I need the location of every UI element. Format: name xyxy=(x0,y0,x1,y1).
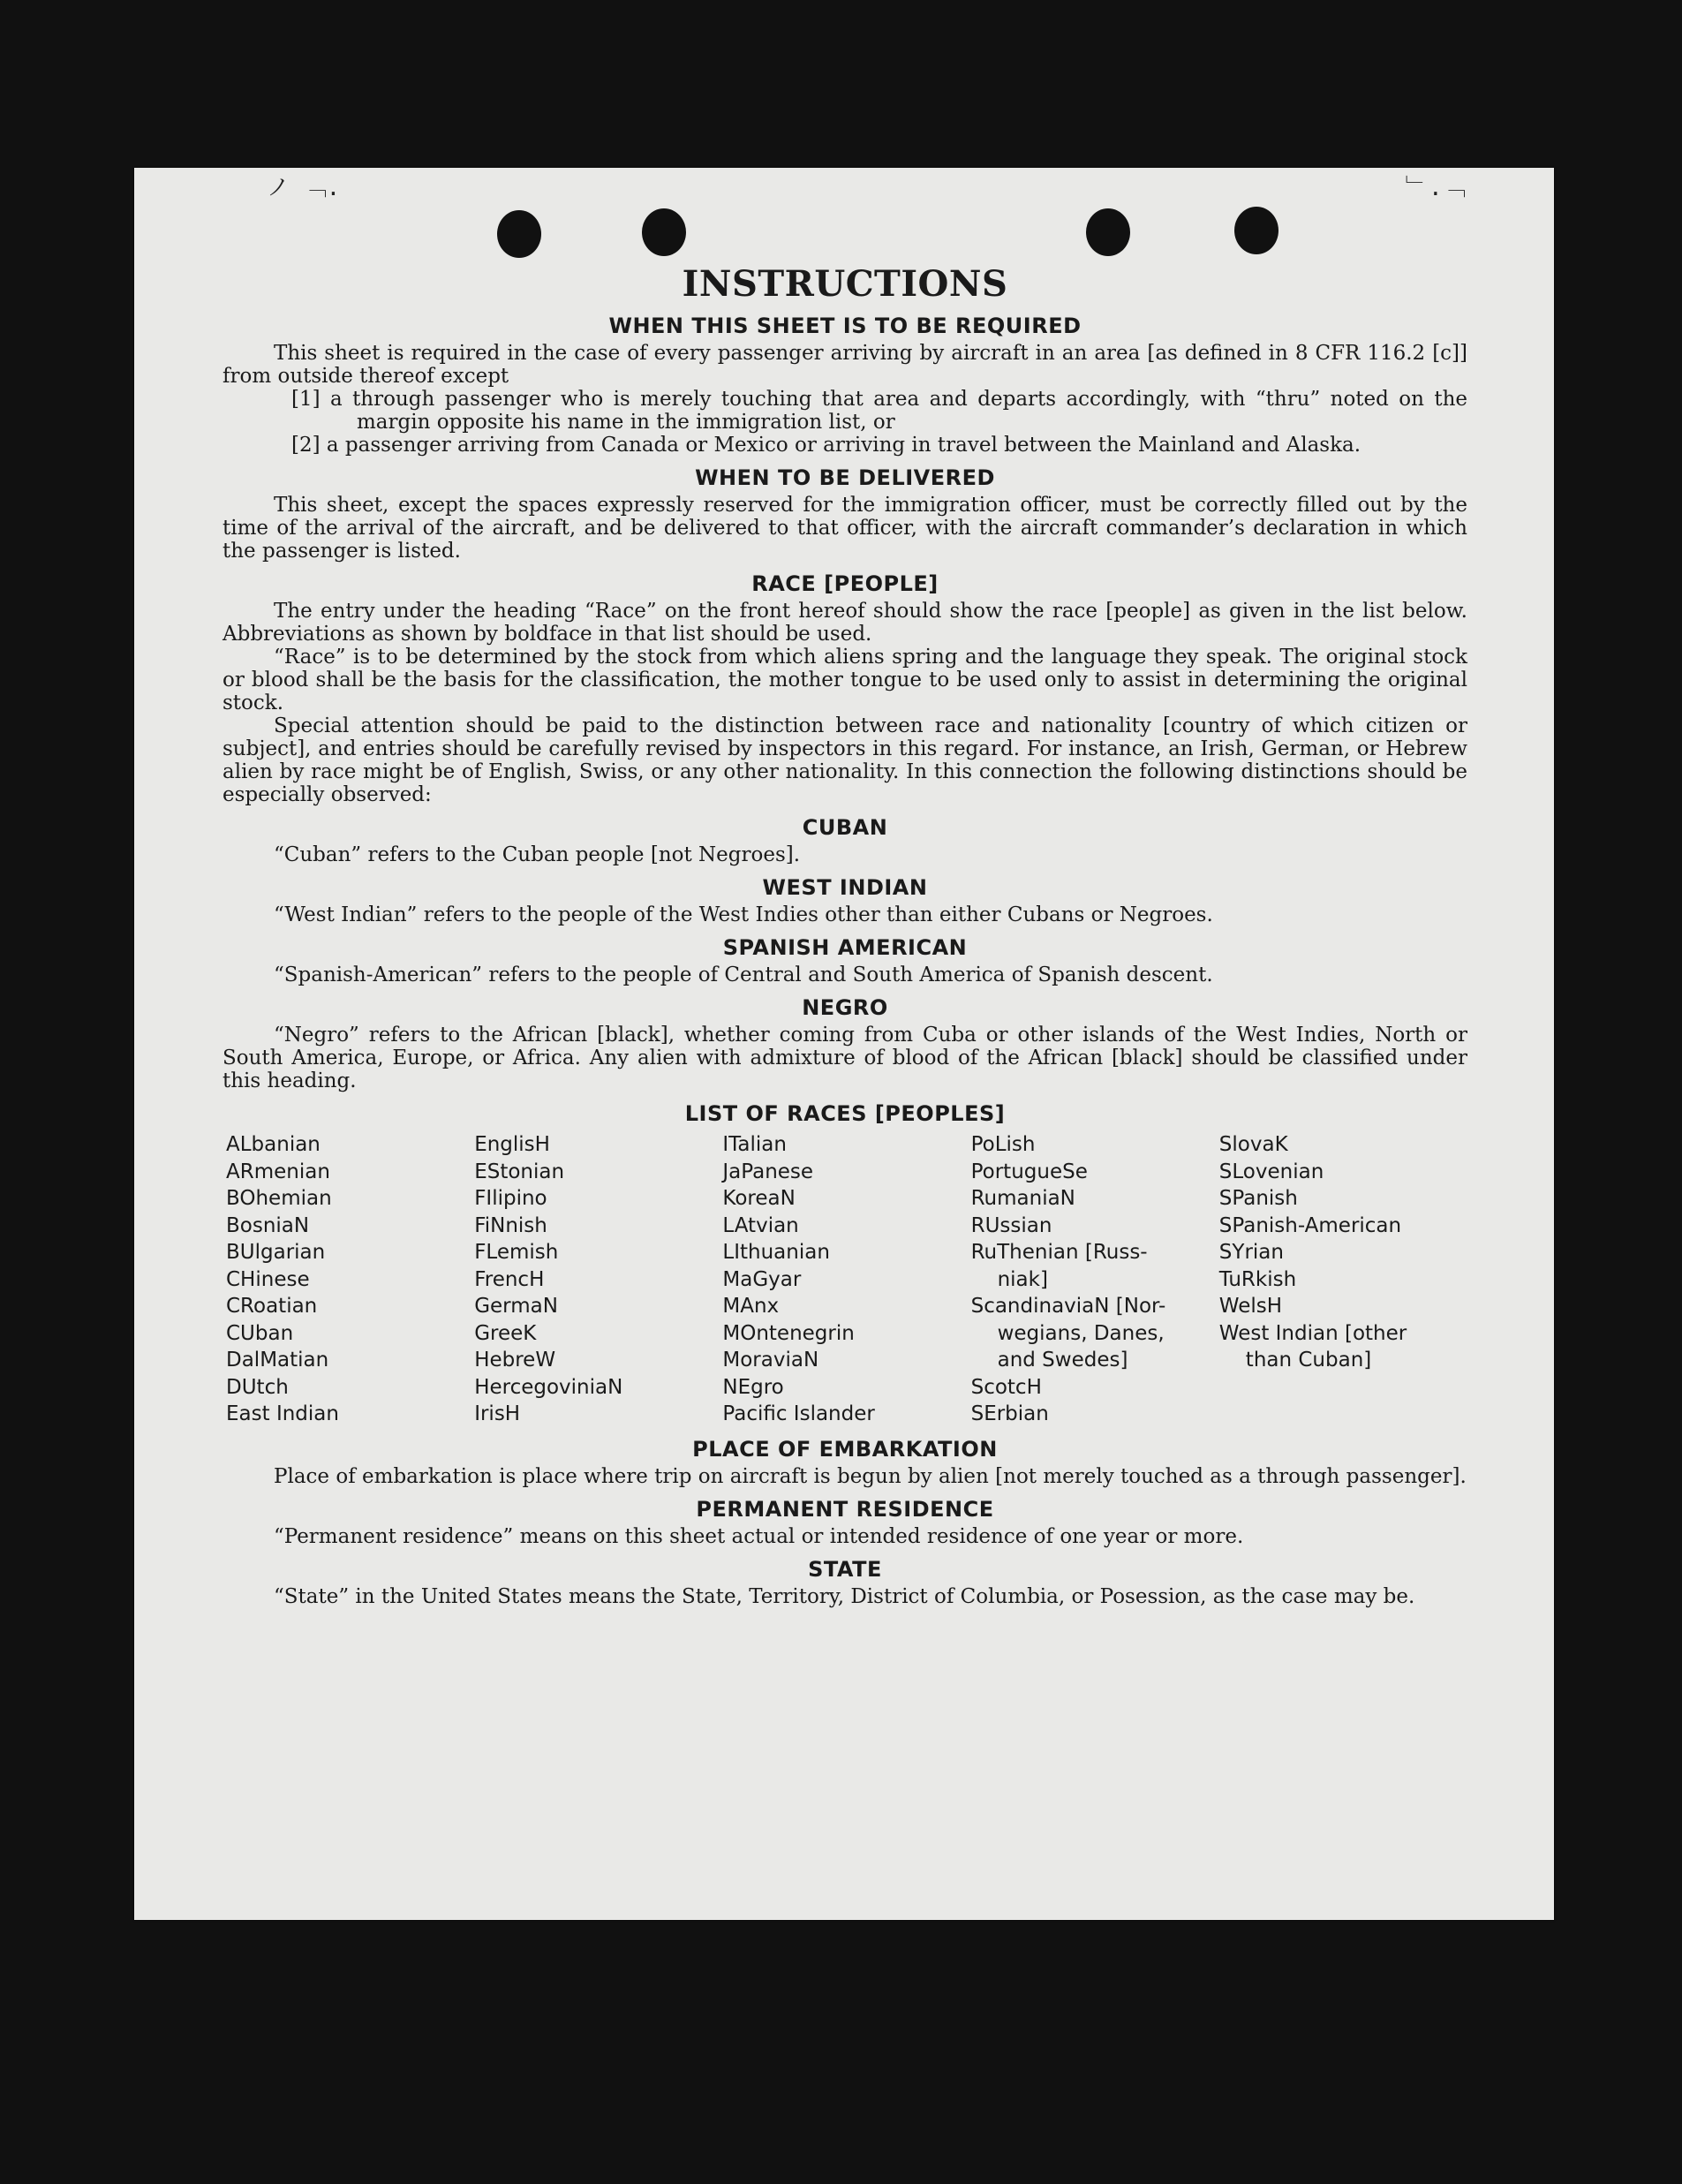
race-entry: CRoatian xyxy=(226,1295,318,1318)
paragraph: “Spanish-American” refers to the people of Central and South America of Spanish descent. xyxy=(274,964,1213,986)
race-entry: ScandinaviaN [Nor- xyxy=(970,1295,1166,1318)
race-entry: Pacific Islander xyxy=(722,1402,875,1425)
heading-race: RACE [PEOPLE] xyxy=(751,571,939,596)
race-entry: ALbanian xyxy=(226,1133,321,1156)
race-entry: FrencH xyxy=(474,1267,545,1291)
heading-state: STATE xyxy=(808,1556,882,1582)
race-entry: PortugueSe xyxy=(970,1160,1088,1183)
instructions-content xyxy=(223,263,1467,1608)
heading-delivered: WHEN TO BE DELIVERED xyxy=(695,465,995,490)
paragraph: “West Indian” refers to the people of the West Indies other than either Cubans or Negroes. xyxy=(274,903,1213,926)
race-entry: IrisH xyxy=(474,1402,521,1425)
list-item: [2] a passenger arriving from Canada or Mexico or arriving in travel between the Mainland and Alaska. xyxy=(291,434,1361,457)
race-entry: MaGyar xyxy=(722,1267,802,1291)
heading-embarkation: PLACE OF EMBARKATION xyxy=(692,1436,998,1462)
race-entry: PoLish xyxy=(970,1133,1036,1156)
race-entry: MOntenegrin xyxy=(722,1321,855,1345)
races-column xyxy=(474,1131,722,1428)
punch-hole xyxy=(497,210,541,258)
race-entry: SPanish xyxy=(1218,1187,1298,1210)
race-entry: LIthuanian xyxy=(722,1241,830,1264)
paragraph: The entry under the heading “Race” on the front hereof should show the race [people] as given in the list below. Abbreviations as shown by boldface in that list should be used. xyxy=(223,600,1467,646)
race-entry: SErbian xyxy=(970,1402,1049,1425)
page-title: INSTRUCTIONS xyxy=(682,263,1008,305)
race-entry: West Indian [other xyxy=(1218,1321,1407,1345)
scan-artifact: ﹂.﹁ xyxy=(1406,175,1466,201)
race-entry: CUban xyxy=(226,1321,294,1345)
heading-required: WHEN THIS SHEET IS TO BE REQUIRED xyxy=(608,314,1082,338)
race-entry: ARmenian xyxy=(226,1160,330,1183)
race-entry: SLovenian xyxy=(1218,1160,1324,1183)
race-entry-continued: niak] xyxy=(997,1267,1048,1291)
paragraph: “State” in the United States means the State, Territory, District of Columbia, or Posession, as the case may be. xyxy=(274,1584,1415,1608)
paragraph: “Permanent residence” means on this sheet actual or intended residence of one year or more. xyxy=(274,1524,1244,1548)
race-entry: GermaN xyxy=(474,1295,558,1318)
race-entry: EnglisH xyxy=(474,1133,550,1156)
paragraph: Place of embarkation is place where trip on aircraft is begun by alien [not merely touched as a through passenger]. xyxy=(274,1464,1467,1488)
heading-residence: PERMANENT RESIDENCE xyxy=(696,1496,994,1522)
race-entry: SYrian xyxy=(1218,1241,1284,1264)
race-entry: LAtvian xyxy=(722,1213,799,1237)
race-entry: DUtch xyxy=(226,1375,289,1399)
race-entry: BOhemian xyxy=(226,1187,332,1210)
paragraph: This sheet, except the spaces expressly reserved for the immigration officer, must be correctly filled out by the time of the arrival of the aircraft, and be delivered to that officer, with the aircraft commander’s declaration in which the passenger is listed. xyxy=(223,494,1467,563)
race-entry: BosniaN xyxy=(226,1213,310,1237)
races-list xyxy=(226,1131,1467,1428)
race-entry: RumaniaN xyxy=(970,1187,1075,1210)
races-column xyxy=(722,1131,970,1428)
race-entry: RUssian xyxy=(970,1213,1052,1237)
race-entry: SlovaK xyxy=(1218,1133,1288,1156)
races-column xyxy=(1219,1131,1467,1428)
list-item: [1] a through passenger who is merely touching that area and departs accordingly, with “thru” noted on the margin opposite his name in the immigration list, or xyxy=(291,388,1467,434)
race-entry: SPanish-American xyxy=(1218,1213,1402,1237)
race-entry: FIlipino xyxy=(474,1187,547,1210)
punch-hole xyxy=(642,208,686,256)
race-entry-continued: wegians, Danes, xyxy=(997,1321,1165,1345)
race-entry: RuThenian [Russ- xyxy=(970,1241,1148,1264)
race-entry: ScotcH xyxy=(970,1375,1042,1399)
punch-hole xyxy=(1234,207,1278,254)
race-entry: HebreW xyxy=(474,1349,556,1372)
race-entry: MAnx xyxy=(722,1295,780,1318)
heading-negro: NEGRO xyxy=(802,995,888,1020)
paragraph: “Cuban” refers to the Cuban people [not Negroes]. xyxy=(274,843,801,866)
race-entry: DalMatian xyxy=(226,1349,329,1372)
race-entry: East Indian xyxy=(226,1402,339,1425)
race-entry: TuRkish xyxy=(1218,1267,1297,1291)
race-entry-continued: than Cuban] xyxy=(1245,1349,1372,1372)
heading-list-of-races: LIST OF RACES [PEOPLES] xyxy=(684,1101,1006,1126)
race-entry: HercegoviniaN xyxy=(474,1375,623,1399)
race-entry: GreeK xyxy=(474,1321,537,1345)
race-entry: WelsH xyxy=(1218,1295,1283,1318)
document-page xyxy=(134,168,1554,1920)
paragraph: “Race” is to be determined by the stock from which aliens spring and the language they speak. The original stock or blood shall be the basis for the classification, the mother tongue to be used only to assist in determining the original stock. xyxy=(223,646,1467,714)
race-entry: BUlgarian xyxy=(226,1241,326,1264)
race-entry-continued: and Swedes] xyxy=(997,1349,1128,1372)
race-entry: KoreaN xyxy=(722,1187,796,1210)
heading-west-indian: WEST INDIAN xyxy=(762,875,928,900)
scan-artifact: ノ ﹁. xyxy=(267,175,341,201)
race-entry: FiNnish xyxy=(474,1213,547,1237)
paragraph: Special attention should be paid to the distinction between race and nationality [country of which citizen or subject], and entries should be carefully revised by inspectors in this regard. For instance, an Irish, German, or Hebrew alien by race might be of English, Swiss, or any other nationality. In this connection the following distinctions should be especially observed: xyxy=(223,714,1467,806)
race-entry: EStonian xyxy=(474,1160,565,1183)
paragraph: “Negro” refers to the African [black], whether coming from Cuba or other islands of the West Indies, North or South America, Europe, or Africa. Any alien with admixture of blood of the African [black] should be classified under this heading. xyxy=(223,1024,1467,1092)
race-entry: MoraviaN xyxy=(722,1349,819,1372)
race-entry: ITalian xyxy=(722,1133,787,1156)
paragraph: This sheet is required in the case of every passenger arriving by aircraft in an area [as defined in 8 CFR 116.2 [c]] from outside thereof except xyxy=(223,342,1467,388)
punch-hole xyxy=(1086,208,1130,256)
race-entry: JaPanese xyxy=(722,1160,814,1183)
race-entry: FLemish xyxy=(474,1241,559,1264)
heading-cuban: CUBAN xyxy=(802,815,888,840)
races-column xyxy=(226,1131,474,1428)
races-column xyxy=(971,1131,1219,1428)
race-entry: CHinese xyxy=(226,1267,310,1291)
heading-spanish-american: SPANISH AMERICAN xyxy=(722,935,968,960)
race-entry: NEgro xyxy=(722,1375,784,1399)
